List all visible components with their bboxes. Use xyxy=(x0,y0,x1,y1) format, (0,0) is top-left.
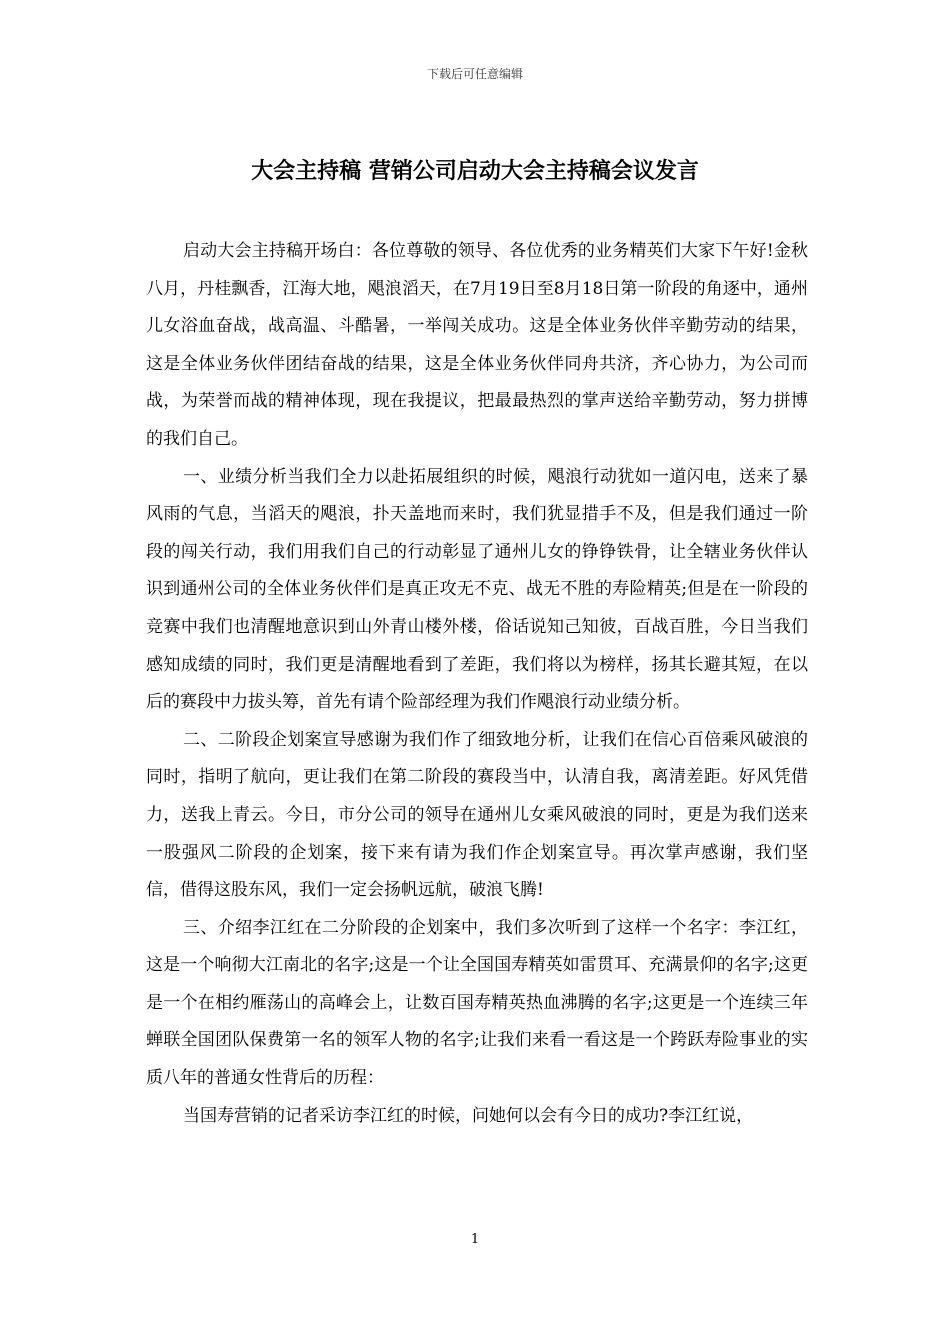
paragraph-interview: 当国寿营销的记者采访李江红的时候，问她何以会有今日的成功?李江红说， xyxy=(183,1105,754,1126)
paragraph-performance-analysis: 一、业绩分析当我们全力以赴拓展组织的时候，飓浪行动犹如一道闪电，送来了暴风雨的气息，当滔天的飓浪，扑天盖地而来时，我们犹显措手不及，但是我们通过一阶段的闯关行动，我们用我们自己的行动彰显了通州儿女的铮铮铁骨，让全辖业务伙伴认识到通州公司的全体业务伙伴们是真正攻无不克、战无不胜的寿险精英;但是在一阶段的竞赛中我们也清醒地意识到山外青山楼外楼，俗话说知己知彼，百战百胜，今日当我们感知成绩的同时，我们更是清醒地看到了差距，我们将以为榜样，扬其长避其短，在以后的赛段中力拔头筹，首先有请个险部经理为我们作飓浪行动业绩分析。 xyxy=(146,466,808,713)
page-header-note: 下载后可任意编辑 xyxy=(426,67,523,81)
paragraph-stage-two-plan: 二、二阶段企划案宣导感谢为我们作了细致地分析，让我们在信心百倍乘风破浪的同时，指明了航向，更让我们在第二阶段的赛段当中，认清自我，离清差距。好风凭借力，送我上青云。今日，市分公司的领导在通州儿女乘风破浪的同时，更是为我们送来一股强风二阶段的企划案，接下来有请为我们作企划案宣导。再次掌声感谢，我们坚信，借得这股东风，我们一定会扬帆远航，破浪飞腾! xyxy=(146,729,808,901)
page-number: 1 xyxy=(470,1232,480,1247)
document-title: 大会主持稿 营销公司启动大会主持稿会议发言 xyxy=(251,158,699,184)
paragraph-introduce-li-jianghong: 三、介绍李江红在二分阶段的企划案中，我们多次听到了这样一个名字：李江红，这是一个响彻大江南北的名字;这是一个让全国国寿精英如雷贯耳、充满景仰的名字;这更是一个在相约雁荡山的高峰会上，让数百国寿精英热血沸腾的名字;这更是一个连续三年蝉联全国团队保费第一名的领军人物的名字;让我们来看一看这是一个跨跃寿险事业的实质八年的普通女性背后的历程： xyxy=(146,917,808,1089)
document-body xyxy=(146,233,808,1135)
paragraph-opening: 启动大会主持稿开场白：各位尊敬的领导、各位优秀的业务精英们大家下午好!金秋八月，丹桂飘香，江海大地，飓浪滔天，在7月19日至8月18日第一阶段的角逐中，通州儿女浴血奋战，战高温、斗酷暑，一举闯关成功。这是全体业务伙伴辛勤劳动的结果，这是全体业务伙伴团结奋战的结果，这是全体业务伙伴同舟共济，齐心协力，为公司而战，为荣誉而战的精神体现，现在我提议，把最最热烈的掌声送给辛勤劳动，努力拼博的我们自己。 xyxy=(146,241,808,449)
